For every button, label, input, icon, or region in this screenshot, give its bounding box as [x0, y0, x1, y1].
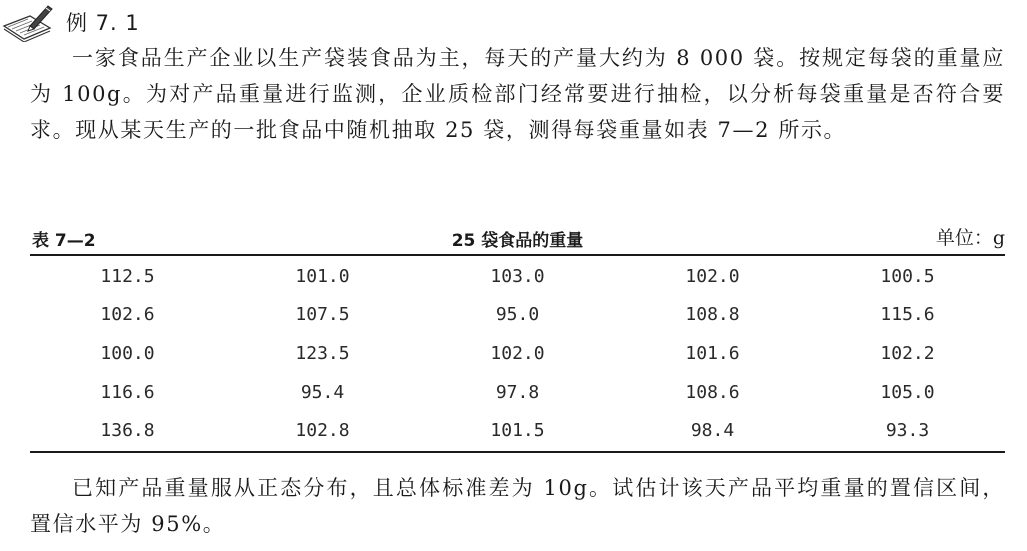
table-cell: 136.8	[100, 420, 155, 442]
table-cell: 112.5	[100, 265, 155, 287]
table-cell: 105.0	[880, 381, 935, 403]
table-cell: 116.6	[100, 381, 155, 403]
table-cell: 101.5	[490, 420, 545, 442]
table-row	[30, 296, 1005, 335]
example-header	[0, 2, 140, 42]
table-number: 表 7—2	[32, 231, 96, 251]
table-cell: 93.3	[885, 420, 930, 442]
table-caption	[30, 220, 1005, 252]
table-row	[30, 257, 1005, 296]
table-cell: 97.8	[495, 381, 540, 403]
table-cell: 102.2	[880, 342, 935, 364]
table-row	[30, 334, 1005, 373]
table-row	[30, 411, 1005, 450]
table-cell: 108.6	[685, 381, 740, 403]
weights-table	[30, 257, 1005, 450]
table-cell: 98.4	[690, 420, 735, 442]
table-cell: 123.5	[295, 342, 350, 364]
table-cell: 95.4	[300, 381, 345, 403]
table-cell: 101.6	[685, 342, 740, 364]
table-cell: 100.0	[100, 342, 155, 364]
table-unit: 单位：g	[935, 227, 1005, 249]
question-paragraph: 已知产品重量服从正态分布，且总体标准差为 10g。试估计该天产品平均重量的置信区间，置信水平为 95%。	[30, 476, 1005, 536]
table-cell: 102.0	[490, 342, 545, 364]
table-title: 25 袋食品的重量	[451, 231, 584, 251]
table-cell: 102.0	[685, 265, 740, 287]
table-cell: 115.6	[880, 304, 935, 326]
table-row	[30, 373, 1005, 412]
table-top-rule	[30, 254, 1005, 256]
table-cell: 100.5	[880, 265, 935, 287]
table-cell: 107.5	[295, 304, 350, 326]
table-cell: 108.8	[685, 304, 740, 326]
table-cell: 102.8	[295, 420, 350, 442]
example-number: 例 7. 1	[66, 11, 140, 35]
table-cell: 101.0	[295, 265, 350, 287]
table-cell: 102.6	[100, 304, 155, 326]
pencil-on-paper-icon	[0, 2, 56, 42]
intro-paragraph: 一家食品生产企业以生产袋装食品为主，每天的产量大约为 8 000 袋。按规定每袋的重量应为 100g。为对产品重量进行监测，企业质检部门经常要进行抽检，以分析每袋重量是否符合要求。现从某天生产的一批食品中随机抽取 25 袋，测得每袋重量如表 7—2 所示。	[30, 46, 1005, 142]
table-cell: 95.0	[495, 304, 540, 326]
table-cell: 103.0	[490, 265, 545, 287]
table-bottom-rule	[30, 451, 1005, 453]
